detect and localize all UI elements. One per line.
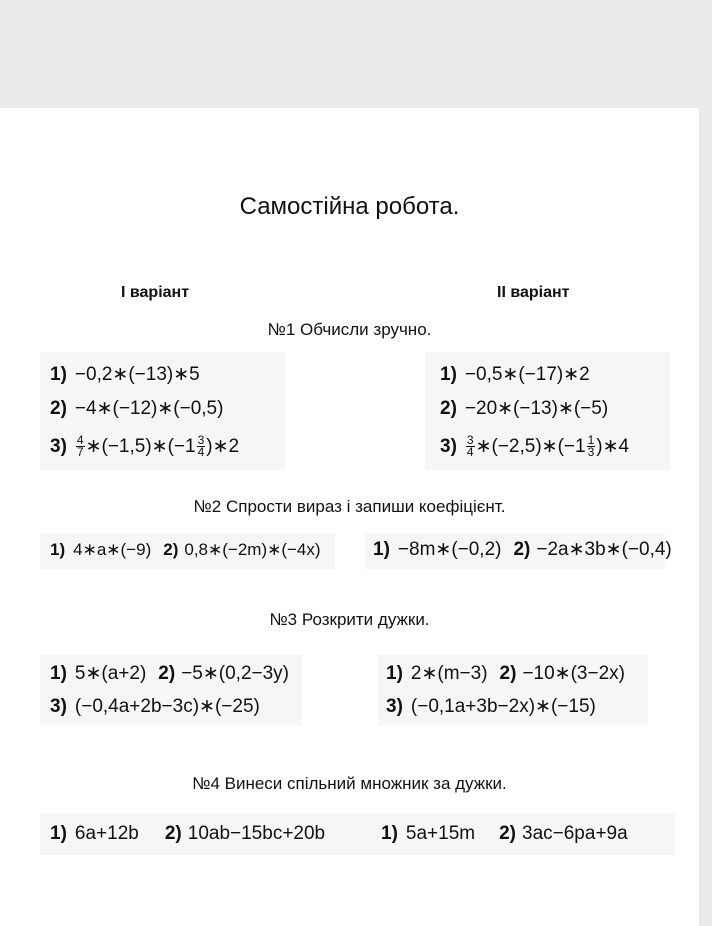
expression-part: )∗2 — [206, 436, 240, 457]
item-number: 1) — [50, 823, 67, 844]
item-number: 2) — [163, 540, 179, 559]
expression: (−0,4a+2b−3c)∗(−25) — [74, 696, 260, 717]
expression: 5∗(a+2) — [74, 663, 147, 684]
item-number: 1) — [50, 364, 67, 385]
worksheet-page — [0, 108, 699, 926]
task-3-title: №3 Розкрити дужки. — [269, 610, 430, 629]
task-1-v1-item-1 — [50, 363, 200, 387]
expression: 0,8∗(−2m)∗(−4x) — [184, 540, 321, 559]
task-3-v2-row-2 — [386, 695, 596, 719]
task-4-v1-row — [50, 822, 325, 846]
expression: −10∗(3−2x) — [522, 663, 625, 684]
expression: 2∗(m−3) — [410, 663, 488, 684]
task-1-v2-item-2 — [440, 397, 608, 421]
task-2-v1-row — [50, 538, 321, 562]
expression: 5a+15m — [405, 823, 476, 844]
task-1-v1-item-3 — [50, 435, 239, 459]
fraction: $\frac{3}{4}$ — [197, 433, 205, 460]
fraction: $\frac{3}{4}$ — [466, 433, 474, 460]
expression: −8m∗(−0,2) — [397, 539, 502, 560]
item-number: 2) — [50, 398, 67, 419]
item-number: 2) — [513, 539, 531, 560]
variant-1-heading: I варіант — [121, 284, 190, 301]
page-title: Самостійна робота. — [239, 193, 460, 220]
expression: −4∗(−12)∗(−0,5) — [74, 398, 224, 419]
task-3-v1-row-1 — [50, 662, 289, 686]
expression-part: )∗4 — [596, 436, 630, 457]
expression: (−0,1a+3b−2x)∗(−15) — [410, 696, 596, 717]
item-number: 1) — [386, 663, 403, 684]
task-2-title: №2 Спрости вираз і запиши коефіцієнт. — [193, 497, 506, 516]
task-1-v2-item-1 — [440, 363, 590, 387]
item-number: 3) — [386, 696, 403, 717]
variant-2-heading: II варіант — [497, 284, 570, 301]
item-number: 2) — [440, 398, 457, 419]
task-4-v2-row — [381, 822, 628, 846]
expression: −5∗(0,2−3y) — [181, 663, 289, 684]
task-2-v2-row — [373, 538, 672, 562]
expression: −0,2∗(−13)∗5 — [74, 364, 200, 385]
task-1-title: №1 Обчисли зручно. — [267, 320, 432, 339]
task-1-v2-item-3 — [440, 435, 629, 459]
task-3-v2-row-1 — [386, 662, 625, 686]
item-number: 1) — [381, 823, 398, 844]
item-number: 2) — [499, 823, 517, 844]
expression: 3ac−6pa+9a — [522, 823, 628, 844]
item-number: 2) — [164, 823, 182, 844]
item-number: 2) — [499, 663, 517, 684]
expression: −20∗(−13)∗(−5) — [464, 398, 609, 419]
item-number: 1) — [373, 539, 390, 560]
task-4-title: №4 Винеси спільний множник за дужки. — [192, 774, 507, 793]
fraction: $\frac{1}{3}$ — [587, 433, 595, 460]
expression: 6a+12b — [74, 823, 139, 844]
expression: 4∗a∗(−9) — [73, 540, 152, 559]
task-1-v1-item-2 — [50, 397, 223, 421]
fraction: $\frac{4}{7}$ — [76, 433, 84, 460]
item-number: 3) — [50, 696, 67, 717]
item-number: 3) — [50, 436, 67, 457]
expression-part: ∗(−1,5)∗(−1 — [85, 436, 196, 457]
item-number: 3) — [440, 436, 457, 457]
task-3-v1-row-2 — [50, 695, 260, 719]
item-number: 1) — [440, 364, 457, 385]
expression: −2a∗3b∗(−0,4) — [536, 539, 672, 560]
item-number: 1) — [50, 540, 66, 559]
expression: 10ab−15bc+20b — [187, 823, 326, 844]
item-number: 1) — [50, 663, 67, 684]
expression-part: ∗(−2,5)∗(−1 — [475, 436, 586, 457]
expression: −0,5∗(−17)∗2 — [464, 364, 590, 385]
item-number: 2) — [158, 663, 176, 684]
